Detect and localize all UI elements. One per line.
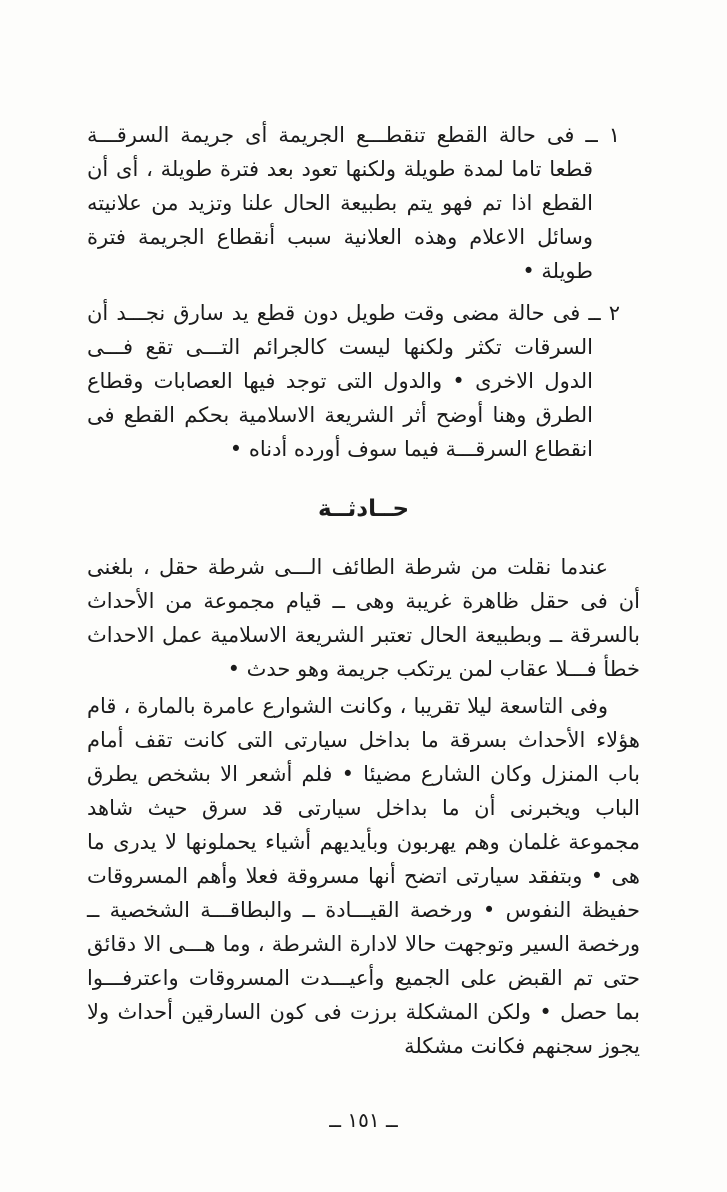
numbered-item-1 [87,118,640,288]
item-1-number: ١ ــ [585,123,620,147]
text-block [87,118,640,1137]
paragraph-1: عندما نقلت من شرطة الطائف الـــى شرطة حقل ، بلغنى أن فى حقل ظاهرة غريبة وهى ــ قيام مجموعة من الأحداث بالسرقة ــ وبطبيعة الحال تعتبر الشريعة الاسلامية عمل الاحداث خطأ فـــلا عقاب لمن يرتكب جريمة وهو حدث • [87,555,640,681]
page-number: ــ ١٥١ ــ [329,1108,398,1132]
item-1-text: فى حالة القطع تنقطـــع الجريمة أى جريمة السرقـــة قطعا تاما لمدة طويلة ولكنها تعود بعد فترة طويلة ، أى أن القطع اذا تم فهو يتم بطبيعة الحال علنا وتزيد من علانيته وسائل الاعلام وهذه العلانية سبب أنقطاع الجريمة فترة طويلة • [87,123,593,283]
section-heading: حــادثــة [317,496,410,522]
paragraph-2: وفى التاسعة ليلا تقريبا ، وكانت الشوارع عامرة بالمارة ، قام هؤلاء الأحداث بسرقة ما بداخل سيارتى التى كانت تقف أمام باب المنزل وكان الشارع مضيئا • فلم أشعر الا بشخص يطرق الباب ويخبرنى أن ما بداخل سيارتى قد سرق حيث شاهد مجموعة غلمان وهم يهربون وبأيديهم أشياء يحملونها لا يدرى ما هى • وبتفقد سيارتى اتضح أنها مسروقة فعلا وأهم المسروقات حفيظة النفوس • ورخصة القيـــادة ــ والبطاقـــة الشخصية ــ ورخصة السير وتوجهت حالا لادارة الشرطة ، وما هـــى الا دقائق حتى تم القبض على الجميع وأعيـــدت المسروقات واعترفـــوا بما حصل • ولكن المشكلة برزت فى كون السارقين أحداث ولا يجوز سجنهم فكانت مشكلة [87,694,640,1058]
numbered-item-2 [87,296,640,466]
item-2-number: ٢ ــ [588,301,620,325]
item-2-text: فى حالة مضى وقت طويل دون قطع يد سارق نجـــد أن السرقات تكثر ولكنها ليست كالجرائم التـــى تقع فـــى الدول الاخرى • والدول التى توجد فيها العصابات وقطاع الطرق وهنا أوضح أثر الشريعة الاسلامية بحكم القطع فى انقطاع السرقـــة فيما سوف أورده أدناه • [87,301,593,461]
